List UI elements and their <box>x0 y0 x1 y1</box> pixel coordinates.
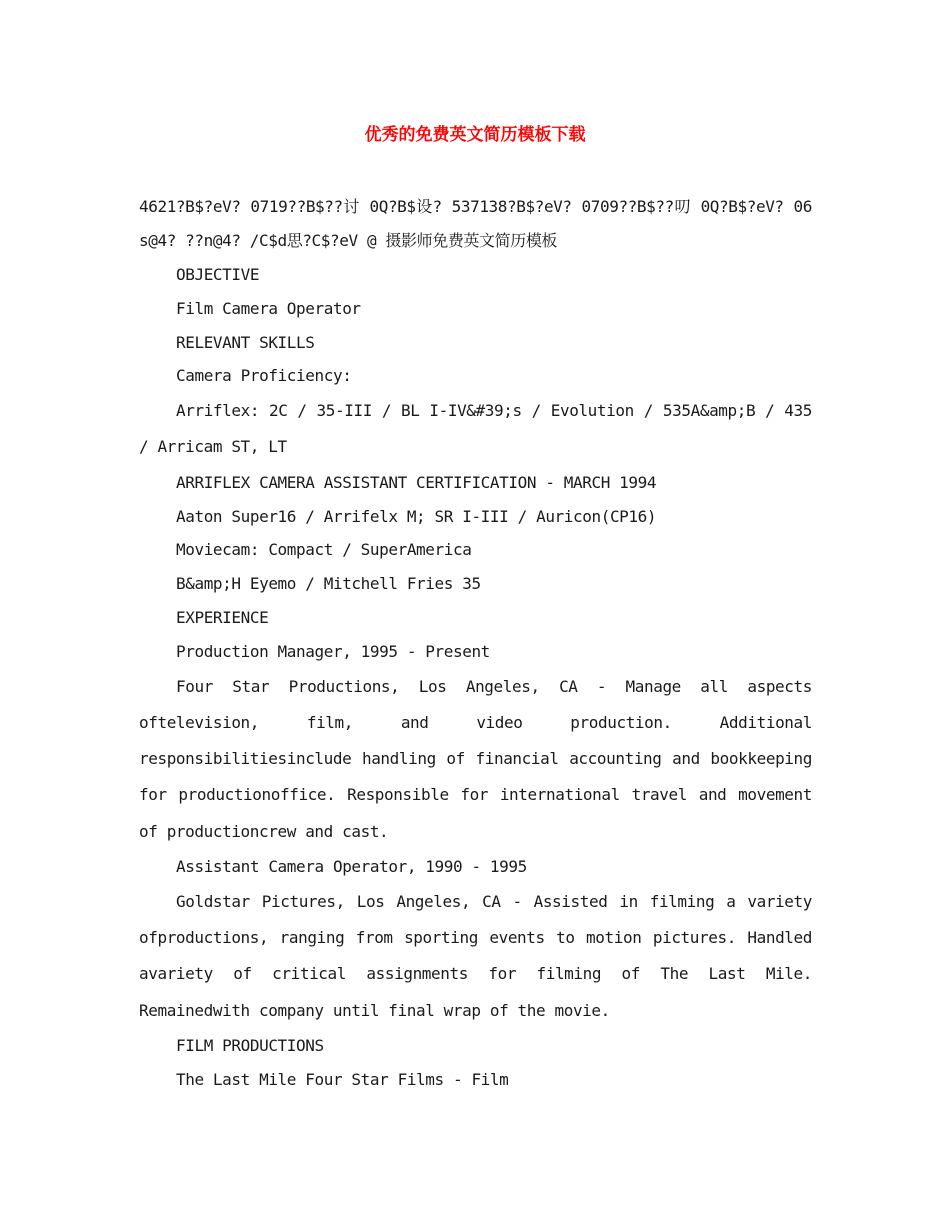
skills-eyemo: B&amp;H Eyemo / Mitchell Fries 35 <box>176 574 481 594</box>
section-heading-experience: EXPERIENCE <box>176 607 269 627</box>
skills-arriflex: Arriflex: 2C / 35-III / BL I-IV&#39;s / Evolution / 535A&amp;B / 435 / Arricam ST, LT <box>139 401 812 457</box>
skills-aaton: Aaton Super16 / Arrifelx M; SR I-III / Auricon(CP16) <box>176 506 657 526</box>
film-production-entry: The Last Mile Four Star Films - Film <box>176 1069 509 1089</box>
job-title-production-manager: Production Manager, 1995 - Present <box>176 641 490 661</box>
section-heading-film-productions: FILM PRODUCTIONS <box>176 1036 324 1056</box>
skills-moviecam: Moviecam: Compact / SuperAmerica <box>176 540 472 560</box>
objective-text: Film Camera Operator <box>176 298 361 318</box>
document-body <box>139 190 812 1097</box>
job-description-production-manager: Four Star Productions, Los Angeles, CA - Manage all aspects oftelevision, film, and video production. Additional responsibilitiesinclude handling of financial accounting and bookkeeping for productionoffice. Responsible for international travel and movement of productioncrew and cast. <box>139 676 812 841</box>
skills-subheading: Camera Proficiency: <box>176 366 352 386</box>
header-garbled-line: 4621?B$?eV? 0719??B$??讨 0Q?B$设? 537138?B$?eV? 0709??B$??叨 0Q?B$?eV? 06s@4? ??n@4? /C$d思?C$?eV @ 摄影师免费英文简历模板 <box>139 197 812 250</box>
section-heading-objective: OBJECTIVE <box>176 265 260 284</box>
section-heading-skills: RELEVANT SKILLS <box>176 332 315 352</box>
skills-certification: ARRIFLEX CAMERA ASSISTANT CERTIFICATION - MARCH 1994 <box>176 472 657 492</box>
job-title-assistant-camera: Assistant Camera Operator, 1990 - 1995 <box>176 857 527 877</box>
job-description-assistant-camera: Goldstar Pictures, Los Angeles, CA - Assisted in filming a variety ofproductions, ranging from sporting events to motion pictures. Handled avariety of critical assignments for filming of The Last Mile. Remainedwith company until final wrap of the movie. <box>139 891 812 1020</box>
document-title: 优秀的免费英文简历模板下载 <box>364 125 586 145</box>
